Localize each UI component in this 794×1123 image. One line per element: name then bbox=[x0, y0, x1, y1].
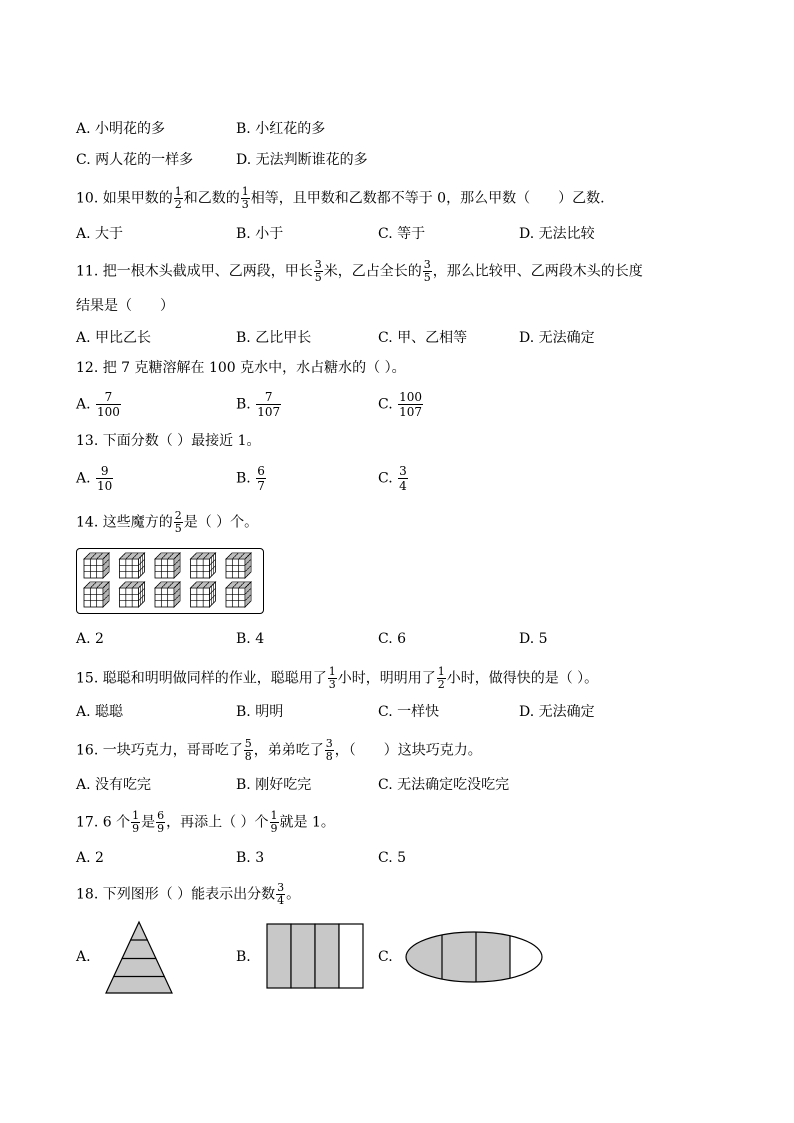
q13-option-c[interactable] bbox=[378, 464, 409, 493]
q16-option-b[interactable] bbox=[236, 775, 311, 795]
question-number: 17. bbox=[76, 814, 99, 831]
q11-option-b[interactable] bbox=[236, 328, 311, 348]
fraction bbox=[325, 738, 334, 763]
stem-text: 是（ ）个。 bbox=[183, 514, 259, 531]
q14-option-c[interactable] bbox=[378, 629, 406, 649]
option-text: 没有吃完 bbox=[95, 777, 152, 793]
q10-option-b[interactable] bbox=[236, 224, 283, 244]
option-label: D. bbox=[519, 704, 535, 720]
fraction bbox=[270, 810, 279, 835]
numerator: 9 bbox=[100, 464, 109, 478]
fraction bbox=[437, 666, 446, 691]
q15-option-d[interactable] bbox=[519, 702, 595, 722]
option-label: A. bbox=[76, 850, 91, 866]
option-text: 刚好吃完 bbox=[255, 777, 312, 793]
q18-option-b-label[interactable]: B. bbox=[236, 949, 251, 965]
option-text: 4 bbox=[255, 631, 265, 647]
option-label: A. bbox=[76, 330, 91, 346]
option-text: 2 bbox=[95, 850, 104, 866]
numerator: 1 bbox=[328, 665, 336, 678]
denominator: 5 bbox=[174, 522, 182, 535]
q10-option-a[interactable] bbox=[76, 224, 123, 244]
q17-option-c[interactable] bbox=[378, 848, 406, 868]
fraction bbox=[256, 390, 281, 419]
fraction bbox=[131, 810, 140, 835]
q16-stem bbox=[76, 738, 482, 763]
stem-text: 把一根木头截成甲、乙两段，甲长 bbox=[102, 263, 313, 280]
rubiks-cube-box bbox=[76, 548, 264, 614]
rubiks-cube-icon bbox=[226, 582, 251, 607]
q11-stem bbox=[76, 259, 643, 284]
ellipse-shaded-area bbox=[404, 929, 510, 985]
rubiks-cube-icon bbox=[191, 582, 216, 607]
numerator: 1 bbox=[270, 809, 278, 822]
q18-option-c-label[interactable]: C. bbox=[378, 949, 393, 965]
question-number: 16. bbox=[76, 742, 99, 759]
option-text: 甲、乙相等 bbox=[397, 330, 468, 346]
stem-text: ，再添上（ ）个 bbox=[166, 814, 269, 831]
option-text: 5 bbox=[538, 631, 548, 647]
fraction bbox=[314, 259, 323, 284]
stem-text: 。 bbox=[286, 886, 301, 903]
fraction bbox=[398, 390, 423, 419]
stem-text: 米，乙占全长的 bbox=[323, 263, 422, 280]
option-label: B. bbox=[236, 704, 251, 720]
fraction bbox=[256, 464, 266, 493]
numerator: 1 bbox=[241, 185, 249, 198]
option-text: 5 bbox=[397, 850, 407, 866]
q10-stem bbox=[76, 186, 605, 211]
option-label: B. bbox=[236, 396, 251, 413]
q13-stem bbox=[76, 431, 261, 451]
fraction bbox=[328, 666, 337, 691]
rubiks-cube-icon bbox=[155, 582, 180, 607]
rubiks-cube-icon bbox=[191, 553, 216, 578]
option-text: 聪聪 bbox=[95, 704, 124, 720]
stem-text: 聪聪和明明做同样的作业，聪聪用了 bbox=[102, 670, 327, 687]
rubiks-cube-icon bbox=[120, 553, 145, 578]
q11-option-c[interactable] bbox=[378, 328, 467, 348]
numerator: 2 bbox=[174, 509, 182, 522]
stem-text: 就是 1。 bbox=[279, 814, 335, 831]
q17-option-b[interactable] bbox=[236, 848, 264, 868]
numerator: 3 bbox=[277, 881, 285, 894]
fraction bbox=[156, 810, 165, 835]
q15-option-c[interactable] bbox=[378, 702, 439, 722]
option-label: B. bbox=[236, 330, 251, 346]
option-label: A. bbox=[76, 396, 91, 413]
stem-text: 如果甲数的 bbox=[102, 190, 173, 207]
q9-option-d[interactable] bbox=[236, 150, 368, 170]
option-text: 等于 bbox=[397, 226, 426, 242]
q14-stem bbox=[76, 510, 258, 535]
option-text: 3 bbox=[255, 850, 265, 866]
option-text: 无法判断谁花的多 bbox=[255, 152, 368, 168]
triangle-shape bbox=[106, 922, 172, 993]
option-label: C. bbox=[378, 396, 393, 413]
q9-option-a[interactable] bbox=[76, 119, 165, 139]
numerator: 3 bbox=[314, 258, 322, 271]
question-number: 18. bbox=[76, 886, 99, 903]
fraction bbox=[398, 464, 408, 493]
q9-option-b[interactable] bbox=[236, 119, 325, 139]
denominator: 100 bbox=[97, 405, 120, 419]
denominator: 4 bbox=[277, 894, 285, 907]
numerator: 3 bbox=[423, 258, 431, 271]
numerator: 1 bbox=[132, 809, 140, 822]
option-label: C. bbox=[378, 470, 393, 487]
fraction bbox=[174, 510, 183, 535]
stem-text: 是 bbox=[141, 814, 156, 831]
q11-option-d[interactable] bbox=[519, 328, 595, 348]
denominator: 8 bbox=[244, 750, 252, 763]
q15-option-a[interactable] bbox=[76, 702, 123, 722]
numerator: 1 bbox=[437, 665, 445, 678]
option-label: C. bbox=[76, 152, 91, 168]
q10-option-c[interactable] bbox=[378, 224, 425, 244]
question-number: 14. bbox=[76, 514, 99, 531]
q12-option-b[interactable] bbox=[236, 390, 282, 419]
rect-part-shaded bbox=[315, 924, 339, 988]
q14-option-d[interactable] bbox=[519, 629, 548, 649]
option-text: 明明 bbox=[255, 704, 284, 720]
rubiks-cube-icon bbox=[120, 582, 145, 607]
numerator: 7 bbox=[264, 390, 273, 404]
numerator: 5 bbox=[244, 737, 252, 750]
denominator: 5 bbox=[314, 271, 322, 284]
q10-option-d[interactable] bbox=[519, 224, 595, 244]
option-label: D. bbox=[236, 152, 252, 168]
stem-text: 下面分数（ ）最接近 1。 bbox=[102, 433, 261, 449]
denominator: 3 bbox=[241, 198, 249, 211]
denominator: 7 bbox=[257, 479, 265, 493]
rubiks-cube-icon bbox=[226, 553, 251, 578]
question-number: 15. bbox=[76, 670, 99, 687]
option-label: B. bbox=[236, 226, 251, 242]
q11-option-a[interactable] bbox=[76, 328, 151, 348]
numerator: 7 bbox=[104, 390, 113, 404]
denominator: 3 bbox=[328, 678, 336, 691]
option-text: 小于 bbox=[255, 226, 284, 242]
q18-option-a-triangle[interactable] bbox=[104, 920, 174, 996]
fraction bbox=[244, 738, 253, 763]
q14-option-b[interactable] bbox=[236, 629, 264, 649]
option-label: A. bbox=[76, 470, 91, 487]
question-number: 10. bbox=[76, 190, 99, 207]
option-label: A. bbox=[76, 704, 91, 720]
q16-option-a[interactable] bbox=[76, 775, 151, 795]
numerator: 3 bbox=[325, 737, 333, 750]
option-label: C. bbox=[378, 850, 393, 866]
q12-option-c[interactable] bbox=[378, 390, 424, 419]
q14-option-a[interactable] bbox=[76, 629, 104, 649]
option-text: 大于 bbox=[95, 226, 124, 242]
option-label: A. bbox=[76, 631, 91, 647]
stem-text: 相等，且甲数和乙数都不等于 0，那么甲数（ ）乙数. bbox=[250, 190, 605, 207]
option-label: A. bbox=[76, 777, 91, 793]
q18-option-b-rectangle[interactable] bbox=[266, 923, 368, 991]
stem-text: 一块巧克力，哥哥吃了 bbox=[102, 742, 243, 759]
q18-stem bbox=[76, 882, 300, 907]
denominator: 107 bbox=[257, 405, 281, 419]
q16-option-c[interactable] bbox=[378, 775, 509, 795]
option-label: B. bbox=[236, 470, 251, 487]
fraction bbox=[241, 186, 250, 211]
q15-stem bbox=[76, 666, 598, 691]
stem-text: 这些魔方的 bbox=[102, 514, 173, 531]
stem-text: ，（ ）这块巧克力。 bbox=[334, 742, 482, 759]
stem-text: ，那么比较甲、乙两段木头的长度 bbox=[432, 263, 643, 280]
rect-part-empty bbox=[339, 924, 363, 988]
stem-text: 小时，明明用了 bbox=[337, 670, 436, 687]
rubiks-cubes-figure bbox=[77, 549, 263, 613]
question-number: 12. bbox=[76, 360, 99, 376]
option-text: 2 bbox=[95, 631, 104, 647]
q12-stem bbox=[76, 358, 406, 378]
option-label: D. bbox=[519, 330, 535, 346]
numerator: 3 bbox=[399, 464, 407, 478]
denominator: 107 bbox=[399, 405, 423, 419]
option-text: 无法确定 bbox=[538, 704, 595, 720]
denominator: 9 bbox=[132, 822, 140, 835]
q11-stem-line2: 结果是（ ） bbox=[76, 298, 174, 314]
option-text: 无法确定吃没吃完 bbox=[397, 777, 510, 793]
option-label: D. bbox=[519, 631, 535, 647]
denominator: 8 bbox=[325, 750, 333, 763]
numerator: 100 bbox=[399, 390, 423, 404]
rubiks-cube-icon bbox=[155, 553, 180, 578]
option-label: D. bbox=[519, 226, 535, 242]
stem-text: 小时，做得快的是（ ）。 bbox=[446, 670, 599, 687]
q17-option-a[interactable] bbox=[76, 848, 104, 868]
option-label: C. bbox=[378, 704, 393, 720]
rect-part-shaded bbox=[291, 924, 315, 988]
denominator: 4 bbox=[399, 479, 407, 493]
rubiks-cube-icon bbox=[84, 553, 109, 578]
option-label: B. bbox=[236, 121, 251, 137]
numerator: 6 bbox=[157, 809, 165, 822]
option-text: 一样快 bbox=[397, 704, 440, 720]
q13-option-a[interactable] bbox=[76, 464, 114, 493]
stem-text: 6 个 bbox=[102, 814, 131, 831]
denominator: 2 bbox=[174, 198, 182, 211]
stem-text: 和乙数的 bbox=[183, 190, 240, 207]
q18-option-a-label[interactable]: A. bbox=[76, 949, 91, 965]
question-number: 11. bbox=[76, 263, 99, 280]
numerator: 1 bbox=[174, 185, 182, 198]
option-text: 乙比甲长 bbox=[255, 330, 312, 346]
option-label: B. bbox=[236, 631, 251, 647]
option-label: B. bbox=[236, 777, 251, 793]
rubiks-cube-icon bbox=[84, 582, 109, 607]
option-label: C. bbox=[378, 631, 393, 647]
q13-option-b[interactable] bbox=[236, 464, 267, 493]
fraction bbox=[423, 259, 432, 284]
option-label: A. bbox=[76, 226, 91, 242]
question-number: 13. bbox=[76, 433, 99, 449]
q17-stem bbox=[76, 810, 335, 835]
fraction bbox=[96, 464, 113, 493]
q12-option-a[interactable] bbox=[76, 390, 122, 419]
stem-text: 下列图形（ ）能表示出分数 bbox=[102, 886, 276, 903]
option-text: 无法确定 bbox=[538, 330, 595, 346]
option-text: 甲比乙长 bbox=[95, 330, 152, 346]
q18-option-c-ellipse[interactable] bbox=[404, 929, 546, 985]
numerator: 6 bbox=[257, 464, 265, 478]
q9-option-c[interactable] bbox=[76, 150, 193, 170]
option-label: A. bbox=[76, 121, 91, 137]
rect-part-shaded bbox=[267, 924, 291, 988]
option-label: C. bbox=[378, 226, 393, 242]
denominator: 5 bbox=[423, 271, 431, 284]
fraction bbox=[174, 186, 183, 211]
option-text: 6 bbox=[397, 631, 407, 647]
option-text: 小明花的多 bbox=[95, 121, 166, 137]
option-label: C. bbox=[378, 777, 393, 793]
denominator: 2 bbox=[437, 678, 445, 691]
option-label: B. bbox=[236, 850, 251, 866]
option-text: 两人花的一样多 bbox=[95, 152, 194, 168]
denominator: 9 bbox=[157, 822, 165, 835]
fraction bbox=[96, 390, 121, 419]
option-text: 无法比较 bbox=[538, 226, 595, 242]
option-text: 小红花的多 bbox=[255, 121, 326, 137]
denominator: 10 bbox=[97, 479, 113, 493]
denominator: 9 bbox=[270, 822, 278, 835]
q15-option-b[interactable] bbox=[236, 702, 283, 722]
stem-text: ，弟弟吃了 bbox=[253, 742, 324, 759]
option-label: C. bbox=[378, 330, 393, 346]
stem-text: 把 7 克糖溶解在 100 克水中，水占糖水的（ ）。 bbox=[102, 360, 406, 376]
fraction bbox=[276, 882, 285, 907]
